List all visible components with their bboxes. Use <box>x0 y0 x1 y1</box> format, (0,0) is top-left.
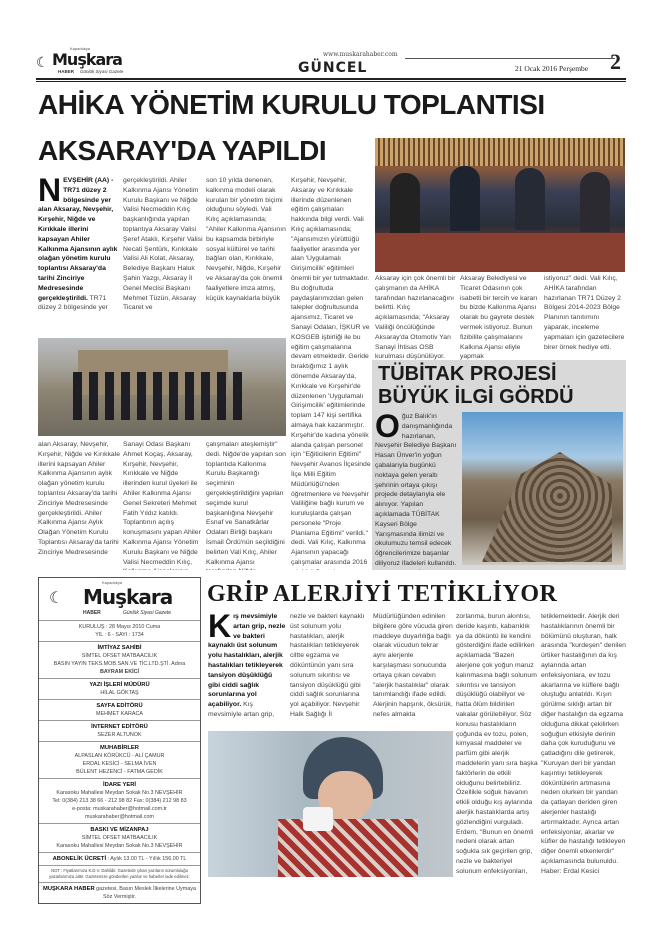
imprint-line: Karasoku Mahallesi Meydan Sokak No.3 NEVŞEHİR <box>56 790 183 796</box>
footer-bold: MUŞKARA HABER <box>43 886 95 892</box>
lead-text: EVŞEHİR (AA) - TR71 düzey 2 bölgesinde yer alan Aksaray, Nevşehir, Kırşehir, Niğde ve Kırıkkale illerini kapsayan Ahiler Kalkınma Ajansının aylık olağan yönetim kurulu toplantısı Aksaray'da tarihi Zinciriye Medresesinde gerçekleştirildi. <box>38 177 118 302</box>
issue-date: 21 Ocak 2016 Perşembe <box>515 64 589 73</box>
article1-column: gerçekleştirildi. Ahiler Kalkınma Ajansı Yönetim Kurulu Başkanı ve Niğde Valisi Necmeddin Kılıç başkanlığında yapılan toplantıya Aksaray Valisi Şeref Ataklı, Kırşehir Valisi Necati Şentürk, Kırıkkale Valisi Ali Kolat, Aksaray, Belediye Başkanı Haluk Şahin Yazgı, Aksaray İl Genel Meclisi Başkanı Mehmet Tüzün, Aksaray Ticaret ve <box>123 177 203 312</box>
logo-icon: ☾ <box>36 54 49 70</box>
imprint-line: BÜLENT HEZENCİ - FATMA GEDİK <box>76 769 163 775</box>
subscription-price: : Aylık 13.00 TL - Yıllık 156.00 TL <box>106 856 187 862</box>
tissue <box>303 807 333 831</box>
imprint-line: e-posta: muskarahaber@hotmail.com.tr <box>72 806 167 812</box>
article1-column: alan Aksaray, Nevşehir, Kırşehir, Niğde ve Kırıkkale illerini kapsayan Ahiler Kalkınma Ajansının aylık olağan yönetim kurulu toplantısı Aksaray'da tarihi Zinciriye Medresesinde gerçekleştirildi. Ahiler Kalkınma Ajansı Aylık Olağan Yönetim Kurulu Toplantısı Aksaray'da tarihi Zinciriye Medresesinde <box>38 441 120 556</box>
grip-lead <box>208 612 286 728</box>
drop-cap: K <box>208 612 232 644</box>
article1-column: çalışmaları ateşlemiştir" dedi. Niğde'de yapılan son toplantıda Kalkınma Kurulu Başkanlığı seçiminin gerçekleştirildiğini yapılan seçimde kurul başkanlığına Nevşehir Esnaf ve Sanatkârlar Odaları Birliği başkanı İsmail Ördü'nün seçildiğini belirten Vali Kılıç, Ahiler Kalkınma Ajansı <box>206 441 286 566</box>
logo-icon: ☾ <box>49 590 64 607</box>
imprint-section-title: YAZI İŞLERİ MÜDÜRÜ <box>89 682 150 688</box>
imprint-line: muskarahaber@hotmail.com <box>85 814 154 820</box>
imprint-section <box>39 823 200 852</box>
imprint-line: ERDAL KESİCİ - SELMA İVEN <box>82 761 157 767</box>
imprint-line: SEZER ALTUNOK <box>97 732 142 738</box>
grip-column: nezle ve bakteri kaynaklı üst solunum yolu hastalıkları, alerjik hastalıkları tetikleyerek ciltte egzama ve döküntünün yanı sıra solunum sıkıntısı ve tansiyon düşüklüğü gibi ciddi sağlık sorunlarına yol açabiliyor. Nevşehir Halk Sağlığı İl <box>290 613 365 718</box>
imprint-section-title: BASKI VE MİZANPAJ <box>90 827 149 833</box>
imprint-section <box>39 699 200 720</box>
hillside <box>482 452 612 562</box>
imprint-section <box>39 678 200 699</box>
person <box>580 172 610 232</box>
imprint-section <box>39 720 200 741</box>
website[interactable]: www.muskarahaber.com <box>323 51 398 58</box>
article1-column: istiyoruz" dedi. Vali Kılıç, AHİKA tarafından hazırlanan TR71 Düzey 2 Bölgesi 2014-2023 Bölge Planının tanıtımını yaparak, inceleme yapmaları için gazetecilere birer örnek hediye etti. <box>544 275 625 351</box>
grip-headline: GRİP ALERJİYİ TETİKLİYOR <box>207 581 558 607</box>
lead-text: ış mevsimiyle artan grip, nezle ve bakteri kaynaklı üst solunum yolu hastalıkları, alerjik hastalıkları tetikleyerek tansiyon düşüklüğü gibi ciddi sağlık sorunlarına yol açabiliyor. <box>208 613 286 709</box>
header-rule <box>405 58 615 59</box>
issue-number: YIL : 6 - SAYI : 1734 <box>95 632 144 638</box>
underground-city-photo <box>462 412 623 565</box>
imprint-section <box>39 641 200 678</box>
imprint-line: ALPASLAN KÖRÜKCÜ - ALİ ÇAMUR <box>74 753 165 759</box>
footer-text: gazetesi, Basın Meslek İlkelerine Uymaya Söz Vermiştir. <box>94 886 196 900</box>
imprint-section-title: SAYFA EDİTÖRÜ <box>96 703 143 709</box>
grip-column: Müdürlüğünden edinilen bilgilere göre vücuda giren maddeye duyarlılığa bağlı olarak vücudun tekrar aynı alerjenle karşılaşması sonucunda ortaya çıkan cevabın "alerjik hastalıklar" olarak tanımlandığı ifade edildi. Alerjinin hapşırık, öksürük, nefes almakta <box>373 613 453 718</box>
article1-column: Aksaray Belediyesi ve Ticaret Odasının çok isabetli bir tercih ve kararı bu bizde Kalkınma Ajansı olarak bu gayrete destek vermek istiyoruz. Bunun fizibilite çalışmalarını Kalkına Ajansı eliyle yapmak <box>460 275 538 360</box>
scarf <box>278 819 418 877</box>
imprint-line: SİMTEL OFSET MATBAACILIK <box>81 653 158 659</box>
imprint-section-title: MUHABİRLER <box>100 745 139 751</box>
article-headline-line1: AHİKA YÖNETİM KURULU TOPLANTISI <box>38 89 545 120</box>
imprint-line: MEHMET KARACA <box>96 711 143 717</box>
tubitak-article-box <box>372 360 626 570</box>
page-number: 2 <box>610 49 621 74</box>
imprint-line: BAYRAM EKİCİ <box>99 669 140 675</box>
grip-column: zorlanma, burun akıntısı, deride kaşıntı, kabarıklık ya da döküntü ile kendini gösterdiğini ifade edilirken açıklamada "Bazen alerjene çok yoğun maruz kalınmasına bağlı solunum sıkıntısı ve tansiyon düşüklüğü olabiliyor ve hatta ölüm bildirilen vakalar görülebiliyor. Söz konusu hastalıkların çoğunda ev tozu, polen, kimyasal maddeler ve parfüm gibi alerjik maddelerin yanı sıra başka faktörlerin de etkili olduğunu belirtebiliriz. Özellikle soğuk havanın etkili olduğu kış aylarında alerjik hastalıklarda artış gözlendiğini vurguladı. Erdem, "Bunun en önemli nedeni olarak artan soğukla sık geçirilen grip, nezle ve bakteriyel solunum enfeksiyonları, <box>456 613 538 875</box>
subscription <box>39 852 200 865</box>
tubitak-headline-line1: TÜBİTAK PROJESİ <box>378 363 557 385</box>
tubitak-body <box>375 412 459 570</box>
article-headline-line2: AKSARAY'DA YAPILDI <box>38 135 327 166</box>
imprint-section <box>39 741 200 778</box>
table <box>375 233 625 272</box>
drop-cap: N <box>38 176 62 208</box>
grip-column: tetiklemektedir. Alerjik deri hastalıklarının önemli bir bölümünü oluşturan, halk arasında "kurdeşen" denilen ürtiker hastalığının da kış aylarında artan enfeksiyonlara, ev tozu akarlarına ve küflere bağlı oluştuğu anlatıldı. Kışın görülme sıklığı artan bir diğer hastalığın da egzama olduğuna dikkat çekilirken soğuğun etkisiyle derinin daha çok kuruduğunu ve çatladığını dile getirerek, "Kuruyan deri bir yandan kaşıntıyı tetikleyerek döküntülerin artmasına neden olurken bir yandan da çatlayan deriden giren alerjenler hastalığı artırmaktadır. Ayrıca artan enfeksiyonlar, akarlar ve küfler de hastalığı tetikleyen diğer önemli etkenlerdir" açıklamasında bulunuldu. Haber: Erdal Kesici <box>541 613 626 875</box>
person <box>515 168 545 230</box>
imprint-section-title: İNTERNET EDİTÖRÜ <box>91 724 148 730</box>
imprint-section-title: İMTİYAZ SAHİBİ <box>97 645 142 651</box>
lead-tail: TR71 düzey 2 bölgesinde yer <box>38 294 108 312</box>
imprint-issue <box>39 620 200 641</box>
imprint-line: BASIN YAYIN TEKS.MOB.SAN.VE TİC.LTD.ŞTİ. Adına <box>53 661 186 667</box>
article1-column: Kırşehir, Nevşehir, Aksaray ve Kırıkkale illerinde düzenlenen eğitim çalışmaları hakkında bilgi verdi. Vali Kılıç açıklamasında; "Ajansımızın yürüttüğü faaliyetler arasında yer alan 'Uygulamalı Girişimcilik' eğitimleri önemli bir yer tutmaktadır. Bu doğrultuda paydaşlarımızdan gelen talepler doğrultusunda ajansımız, Ticaret ve Sanayi Odaları, İŞKUR ve KOSGEB işbirliği ile bu eğitim çalışmalarına devam etmektedir. Geride bıraktığımız 1 aylık dönemde Aksaray'da, Kırıkkale ve Kırşehir'de düzenlenen 'Uygulamalı Girişimcilik' eğitimlerinde toplam 147 kişi sertifika almaya hak kazanmıştır. Kırşehir'de kadına yönelik alanda çalışan personel için "Eğiticilerin Eğitimi" Nevşehir Avanos İlçesinde İlçe Milli Eğitim Müdürlüğü'nden öğretmenlere ve Nevşehir Valiliğine bağlı kurum ve kuruluşlarda çalışan personele "Proje Planlama Eğitimi" verildi." dedi. Vali Kılıç, Kalkınma Ajansının yapacağı çalışmalar arasında 2016 <box>291 177 371 567</box>
drop-cap: O <box>375 412 400 444</box>
imprint-footer <box>39 882 200 903</box>
imprint-box <box>38 577 201 904</box>
imprint-line: HİLAL GÖKTAŞ <box>100 690 139 696</box>
people-group <box>73 372 243 420</box>
bookshelf <box>375 138 625 166</box>
header-divider <box>36 81 626 82</box>
imprint-line: SİMTEL OFSET MATBAACILIK <box>81 835 158 841</box>
person <box>450 166 480 231</box>
article1-lead <box>38 176 120 336</box>
imprint-section <box>39 778 200 823</box>
masthead-logo[interactable]: ☾ Kapadokya Muşkara HABER Günlük Siyasi Gazete <box>36 46 124 74</box>
person <box>390 173 420 233</box>
section-name: GÜNCEL <box>298 60 368 76</box>
meeting-photo <box>375 138 625 272</box>
imprint-section-title: İDARE YERİ <box>102 782 137 788</box>
sick-woman-photo <box>208 731 453 877</box>
group-photo <box>38 338 286 436</box>
article1-column: Sanayi Odası Başkanı Ahmet Koçaş, Aksaray, Kırşehir, Nevşehir, Kırıkkale ve Niğde illerinden kurul üyeleri ile Ahiler Kalkınma Ajansı Genel Sekreteri Mehmet Fatih Yıldız katıldı. Toplantının açılış konuşmasını yapan Ahiler Kalkınma Ajansı Yönetim Kurulu Başkanı ve Niğde Valisi Necmeddin Kılıç, <box>123 441 201 566</box>
article1-column: Aksaray için çok önemli bir çalışmanın da AHİKA tarafından hazırlanacağını belirtti. Kılıç açıklamasında; "Aksaray Valiliği öncülüğünde Aksaray'da Otomotiv Yan Sanayi İhtisas OSB kurulması düşünülüyor. <box>375 275 456 360</box>
imprint-logo: ☾ Kapadokya Muşkara HABER Günlük Siyasi Gazete <box>49 580 173 616</box>
imprint-line: Tel: 0(384) 213 38 66 - 212 98 82 Fax: 0(384) 212 98 83 <box>52 798 187 804</box>
imprint-note: NOT : Fiyatlarımıza K.D.V. Dahildir. Gazetede çıkan yazıların sorumluluğu yazarlarımıza aittir. Gazetemize gönderilen yazılar ve haberler iade edilmez. <box>39 865 200 882</box>
body-text: ğuz Balık'ın danışmanlığında hazırlanan, Nevşehir Belediye Başkanı Hasan Ünver'in yoğun çabalarıyla bugünkü noktaya gelen yeraltı şehrinin ortaya çıkışı projede detaylarıyla ele alınıyor. Yapılan açıklamada TÜBİTAK Kayseri Bölge Yarışmasında ilimizi ve okulumuzu temsil edecek öğrencilerimize başarılar diliyoruz ifadeleri kullanıldı. <box>375 413 457 567</box>
header-divider <box>36 78 626 80</box>
lead-tail: Kış mevsimiyle artan grip, <box>208 701 275 718</box>
founded-date: KURULUŞ : 28 Mayıs 2010 Cuma <box>78 624 161 630</box>
tubitak-headline-line2: BÜYÜK İLGİ GÖRDÜ <box>378 386 574 408</box>
imprint-line: Karasoku Mahallesi Meydan Sokak No.3 NEVŞEHİR <box>56 843 183 849</box>
subscription-label: ABONELİK ÜCRETİ <box>52 856 107 862</box>
article1-column: son 10 yılda denenen, kalkınma modeli olarak kurulan bir yönetim biçimi olduğunu söyledi. Vali Kılıç açıklamasında; "Ahiler Kalkınma Ajansının bu kapsamda birbiriyle sosyal kültürel ve tarihi bağları olan, Kırıkkale, Nevşehir, Niğde, Kırşehir ve Aksaray'da çok önemli faaliyetlere imza atmış, küçük kaynaklarla büyük <box>206 177 286 302</box>
